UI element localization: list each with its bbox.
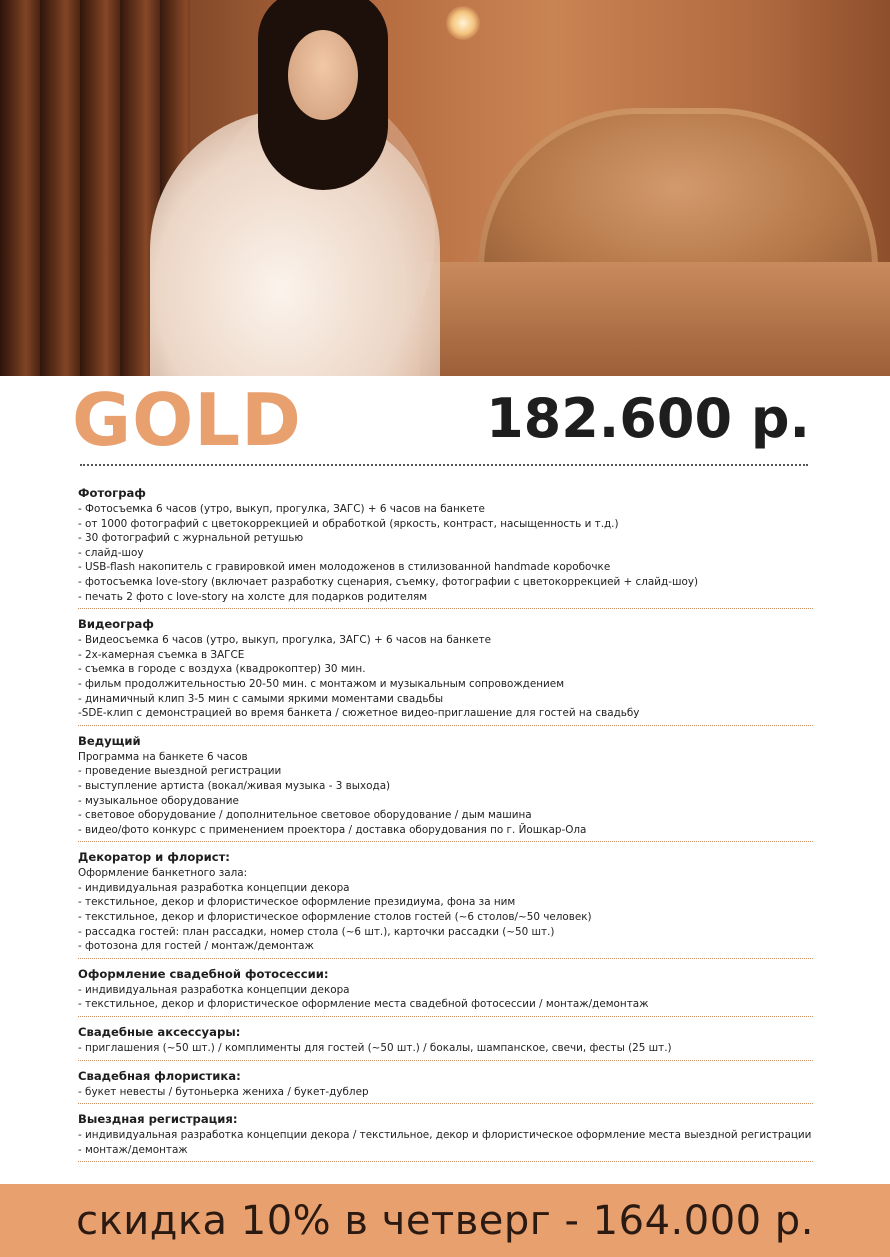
discount-text: скидка 10% в четверг - 164.000 р.	[76, 1197, 814, 1244]
hero-photo	[0, 0, 890, 376]
service-section	[78, 967, 813, 1017]
service-item: -SDE-клип с демонстрацией во время банкета / сюжетное видео-приглашение для гостей на свадьбу	[78, 707, 640, 720]
service-item: Оформление банкетного зала:	[78, 867, 248, 880]
section-title: Декоратор и флорист:	[78, 850, 230, 865]
services-list	[78, 486, 813, 1170]
service-item: - Видеосъемка 6 часов (утро, выкуп, прогулка, ЗАГС) + 6 часов на банкете	[78, 634, 492, 647]
service-item: - проведение выездной регистрации	[78, 765, 282, 778]
service-item: - 2х-камерная съемка в ЗАГСЕ	[78, 648, 245, 661]
package-price: 182.600 р.	[486, 387, 810, 450]
service-item: - индивидуальная разработка концепции декора	[78, 983, 350, 996]
package-name: GOLD	[72, 378, 302, 462]
service-item: - 30 фотографий с журнальной ретушью	[78, 532, 304, 545]
service-item: - индивидуальная разработка концепции декора / текстильное, декор и флористическое оформление места выездной регистрации	[78, 1129, 812, 1142]
discount-banner	[0, 1184, 890, 1257]
service-item: - текстильное, декор и флористическое оформление президиума, фона за ним	[78, 896, 516, 909]
service-item: - выступление артиста (вокал/живая музыка - 3 выхода)	[78, 779, 391, 792]
section-title: Видеограф	[78, 617, 154, 632]
service-item: - Фотосъемка 6 часов (утро, выкуп, прогулка, ЗАГС) + 6 часов на банкете	[78, 503, 485, 515]
wall-lamp	[446, 6, 480, 40]
service-item: - печать 2 фото с love-story на холсте для подарков родителям	[78, 590, 428, 603]
service-item: - слайд-шоу	[78, 546, 144, 559]
service-item: - динамичный клип 3-5 мин с самыми яркими моментами свадьбы	[78, 692, 444, 705]
section-title: Свадебная флористика:	[78, 1068, 241, 1083]
service-section	[78, 734, 813, 843]
service-item: - текстильное, декор и флористическое оформление столов гостей (~6 столов/~50 человек)	[78, 911, 592, 924]
service-item: - фильм продолжительностью 20-50 мин. с монтажом и музыкальным сопровождением	[78, 677, 565, 690]
service-item: - текстильное, декор и флористическое оформление места свадебной фотосессии / монтаж/демонтаж	[78, 998, 649, 1011]
service-item: - приглашения (~50 шт.) / комплименты для гостей (~50 шт.) / бокалы, шампанское, свечи, фесты (25 шт.)	[78, 1042, 672, 1055]
service-item: - видео/фото конкурс с применением проектора / доставка оборудования по г. Йошкар-Ола	[78, 823, 587, 836]
service-item: - букет невесты / бутоньерка жениха / букет-дублер	[78, 1085, 369, 1098]
service-item: - музыкальное оборудование	[78, 794, 239, 807]
service-section	[78, 617, 813, 726]
section-title: Ведущий	[78, 733, 141, 748]
header-divider	[80, 464, 808, 466]
section-title: Фотограф	[78, 486, 146, 500]
service-item: - световое оборудование / дополнительное световое оборудование / дым машина	[78, 809, 532, 822]
bed	[420, 262, 890, 376]
service-section	[78, 486, 813, 609]
section-title: Выездная регистрация:	[78, 1112, 238, 1127]
service-section	[78, 1025, 813, 1061]
service-item: - USB-flash накопитель с гравировкой имен молодоженов в стилизованной handmade коробочке	[78, 561, 611, 574]
service-section	[78, 1069, 813, 1105]
section-title: Свадебные аксессуары:	[78, 1025, 241, 1040]
service-item: - фотозона для гостей / монтаж/демонтаж	[78, 940, 314, 953]
bride-face	[288, 30, 358, 120]
section-title: Оформление свадебной фотосессии:	[78, 966, 329, 981]
service-section	[78, 850, 813, 959]
service-section	[78, 1112, 813, 1162]
service-item: - рассадка гостей: план рассадки, номер стола (~6 шт.), карточки рассадки (~50 шт.)	[78, 925, 555, 938]
service-item: - индивидуальная разработка концепции декора	[78, 881, 350, 894]
service-item: - фотосъемка love-story (включает разработку сценария, съемку, фотографии с цветокоррекцией + слайд-шоу)	[78, 575, 699, 588]
service-item: Программа на банкете 6 часов	[78, 750, 248, 763]
service-item: - монтаж/демонтаж	[78, 1143, 188, 1156]
service-item: - съемка в городе с воздуха (квадрокоптер) 30 мин.	[78, 663, 366, 676]
service-item: - от 1000 фотографий с цветокоррекцией и обработкой (яркость, контраст, насыщенность и т.д.)	[78, 517, 619, 530]
